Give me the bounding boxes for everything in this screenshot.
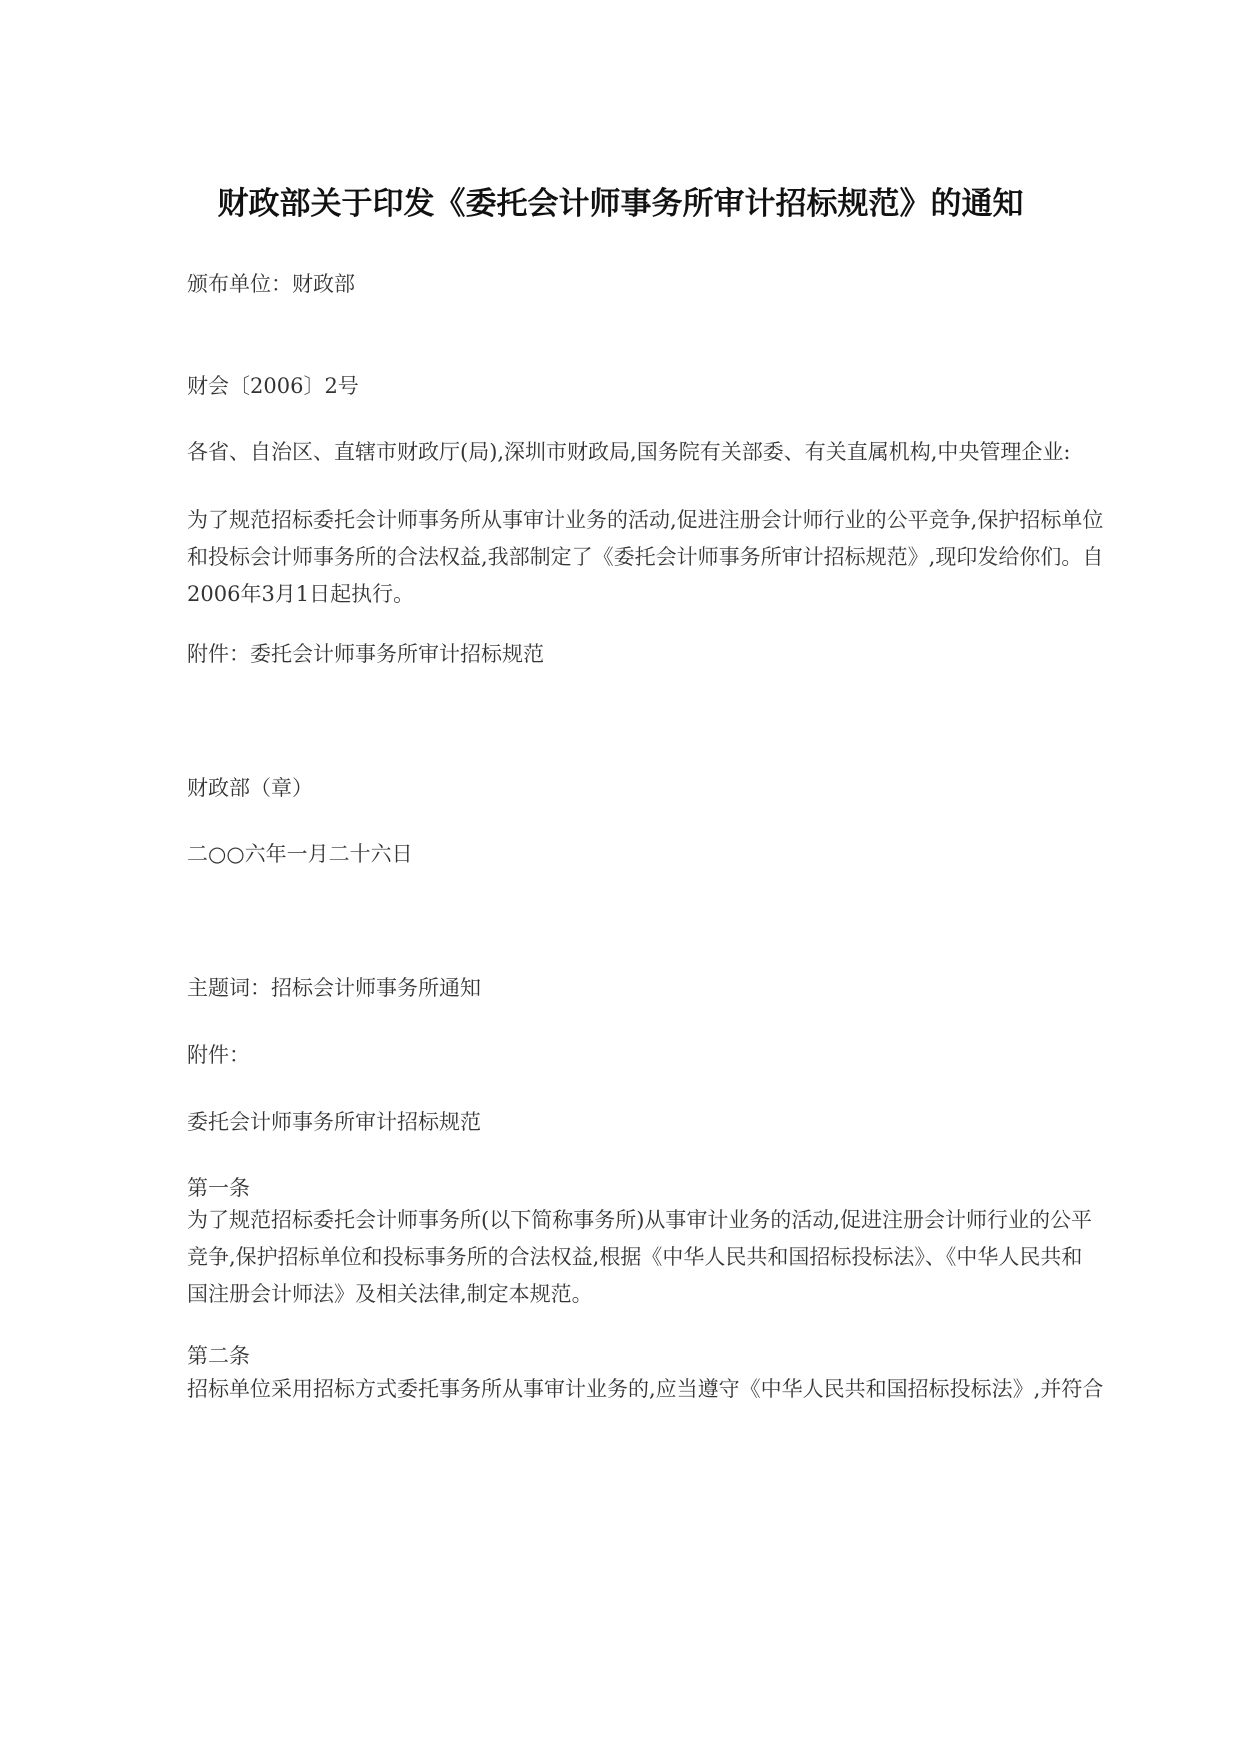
issuer-line: 颁布单位：财政部 (187, 272, 355, 296)
date-line: 二○○六年一月二十六日 (187, 842, 413, 866)
intro-line: 为了规范招标委托会计师事务所从事审计业务的活动,促进注册会计师行业的公平竞争,保护招标单位 (187, 508, 1104, 532)
attachment-line: 附件：委托会计师事务所审计招标规范 (187, 642, 544, 666)
article-2-line: 招标单位采用招标方式委托事务所从事审计业务的,应当遵守《中华人民共和国招标投标法》,并符合 (187, 1377, 1104, 1401)
article-1-body (187, 1202, 1167, 1313)
article-2-body (187, 1371, 1167, 1408)
article-1-heading: 第一条 (187, 1176, 250, 1200)
document-number: 财会〔2006〕2号 (187, 374, 359, 398)
intro-line: 和投标会计师事务所的合法权益,我部制定了《委托会计师事务所审计招标规范》,现印发给你们。自 (187, 545, 1104, 569)
document-title: 财政部关于印发《委托会计师事务所审计招标规范》的通知 (217, 186, 1024, 222)
intro-line: 2006年3月1日起执行。 (187, 582, 415, 606)
attachment-label: 附件： (187, 1043, 250, 1067)
article-1-line: 国注册会计师法》及相关法律,制定本规范。 (187, 1282, 593, 1306)
recipients-line: 各省、自治区、直辖市财政厅(局),深圳市财政局,国务院有关部委、有关直属机构,中央管理企业: (187, 440, 1071, 464)
spec-title: 委托会计师事务所审计招标规范 (187, 1110, 481, 1134)
signature-line: 财政部（章） (187, 776, 313, 800)
keywords-line: 主题词：招标会计师事务所通知 (187, 976, 481, 1000)
article-2-heading: 第二条 (187, 1344, 250, 1368)
article-1-line: 为了规范招标委托会计师事务所(以下简称事务所)从事审计业务的活动,促进注册会计师行业的公平 (187, 1208, 1093, 1232)
intro-paragraph (187, 502, 1167, 613)
article-1-line: 竞争,保护招标单位和投标事务所的合法权益,根据《中华人民共和国招标投标法》、《中华人民共和 (187, 1245, 1083, 1269)
